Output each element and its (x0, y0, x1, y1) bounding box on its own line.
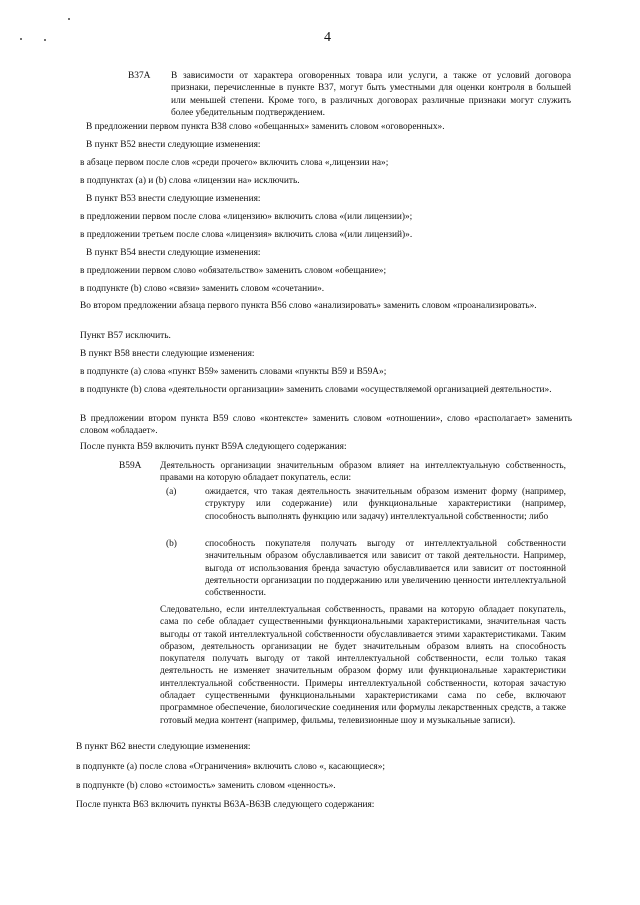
amendment-b54-line2: в подпункте (b) слово «связи» заменить словом «сочетании». (80, 284, 325, 294)
amendment-b52-line2: в подпунктах (a) и (b) слова «лицензии на» исключить. (80, 176, 300, 186)
paragraph-label-b37a: B37A (128, 71, 151, 81)
amendment-b52-line1: в абзаце первом после слов «среди прочего» включить слова «,лицензии на»; (80, 158, 389, 168)
item-label-a: (a) (166, 487, 177, 497)
amendment-b54: В пункт B54 внести следующие изменения: (86, 248, 261, 258)
amendment-b59: В предложении втором пункта B59 слово «контексте» заменить словом «отношении», слово «располагает» заменить словом «обладает». (80, 414, 572, 437)
scan-speck (20, 38, 22, 40)
amendment-b56: Во втором предложении абзаца первого пункта B56 слово «анализировать» заменить словом «проанализировать». (80, 301, 537, 311)
amendment-b58-line1: в подпункте (a) слова «пункт B59» заменить словами «пункты B59 и B59A»; (80, 367, 387, 377)
amendment-b63: После пункта B63 включить пункты B63A-B63B следующего содержания: (76, 800, 375, 810)
paragraph-label-b59a: B59A (119, 461, 142, 471)
amendment-b52: В пункт B52 внести следующие изменения: (86, 140, 261, 150)
amendment-b57: Пункт B57 исключить. (80, 331, 171, 341)
scan-speck (44, 39, 46, 41)
amendment-b38: В предложении первом пункта B38 слово «обещанных» заменить словом «оговоренных». (86, 122, 445, 132)
paragraph-b37a: В зависимости от характера оговоренных товара или услуги, а также от условий договора признаки, перечисленные в пункте B37, могут быть уместными для оценки контроля в большей или меньшей степени. Кроме того, в различных договорах различные признаки могут служить более убедительным подтверждением. (171, 71, 571, 118)
paragraph-b59a-conclusion: Следовательно, если интеллектуальная собственность, правами на которую обладает покупатель, сама по себе обладает существенными функциональными характеристиками, значительная часть выгоды от такой интеллектуальной собственности обуславливается этими характеристиками. Таким образом, деятельность организации не будет значительным образом влиять на способность покупателя получать выгоду от такой интеллектуальной собственности, если только такая деятельность не изменяет значительным образом форму или функциональные характеристики интеллектуальной собственности. Примеры интеллектуальной собственности, которая зачастую обладает существенными функциональными характеристиками сама по себе, включают программное обеспечение, биологические соединения или формулы лекарственных средств, а также готовый медиа контент (например, фильмы, телевизионные шоу и музыкальные записи). (160, 605, 566, 726)
item-text-a: ожидается, что такая деятельность значительным образом изменит форму (например, структуру или содержание) или функциональные характеристики (например, способность выполнять функцию или задачу) интеллектуальной собственности; либо (205, 487, 566, 522)
amendment-b53-line1: в предложении первом после слова «лицензию» включить слова «(или лицензии)»; (80, 212, 413, 222)
item-label-b: (b) (166, 539, 177, 549)
amendment-b58: В пункт B58 внести следующие изменения: (80, 349, 255, 359)
scan-speck (68, 18, 70, 20)
amendment-b62: В пункт B62 внести следующие изменения: (76, 742, 251, 752)
page-number: 4 (324, 30, 331, 45)
amendment-b54-line1: в предложении первом слово «обязательство» заменить словом «обещание»; (80, 266, 387, 276)
amendment-b53-line2: в предложении третьем после слова «лицензия» включить слова «(или лицензий)». (80, 230, 413, 240)
item-text-b: способность покупателя получать выгоду от интеллектуальной собственности значительным образом обуславливается или зависит от такой деятельности. Например, выгода от использования бренда зачастую обуславливается или зависит от постоянной деятельности организации по поддержанию или увеличению ценности интеллектуальной собственности. (205, 539, 566, 599)
amendment-b62-line2: в подпункте (b) слово «стоимость» заменить словом «ценность». (76, 781, 336, 791)
amendment-b58-line2: в подпункте (b) слова «деятельности организации» заменить словами «осуществляемой организацией деятельности». (80, 385, 552, 395)
amendment-b59a-intro: После пункта B59 включить пункт B59A следующего содержания: (80, 442, 347, 452)
amendment-b53: В пункт B53 внести следующие изменения: (86, 194, 261, 204)
paragraph-b59a-intro: Деятельность организации значительным образом влияет на интеллектуальную собственность, правами на которую обладает покупатель, если: (160, 461, 566, 484)
amendment-b62-line1: в подпункте (a) после слова «Ограничения» включить слово «, касающиеся»; (76, 762, 385, 772)
